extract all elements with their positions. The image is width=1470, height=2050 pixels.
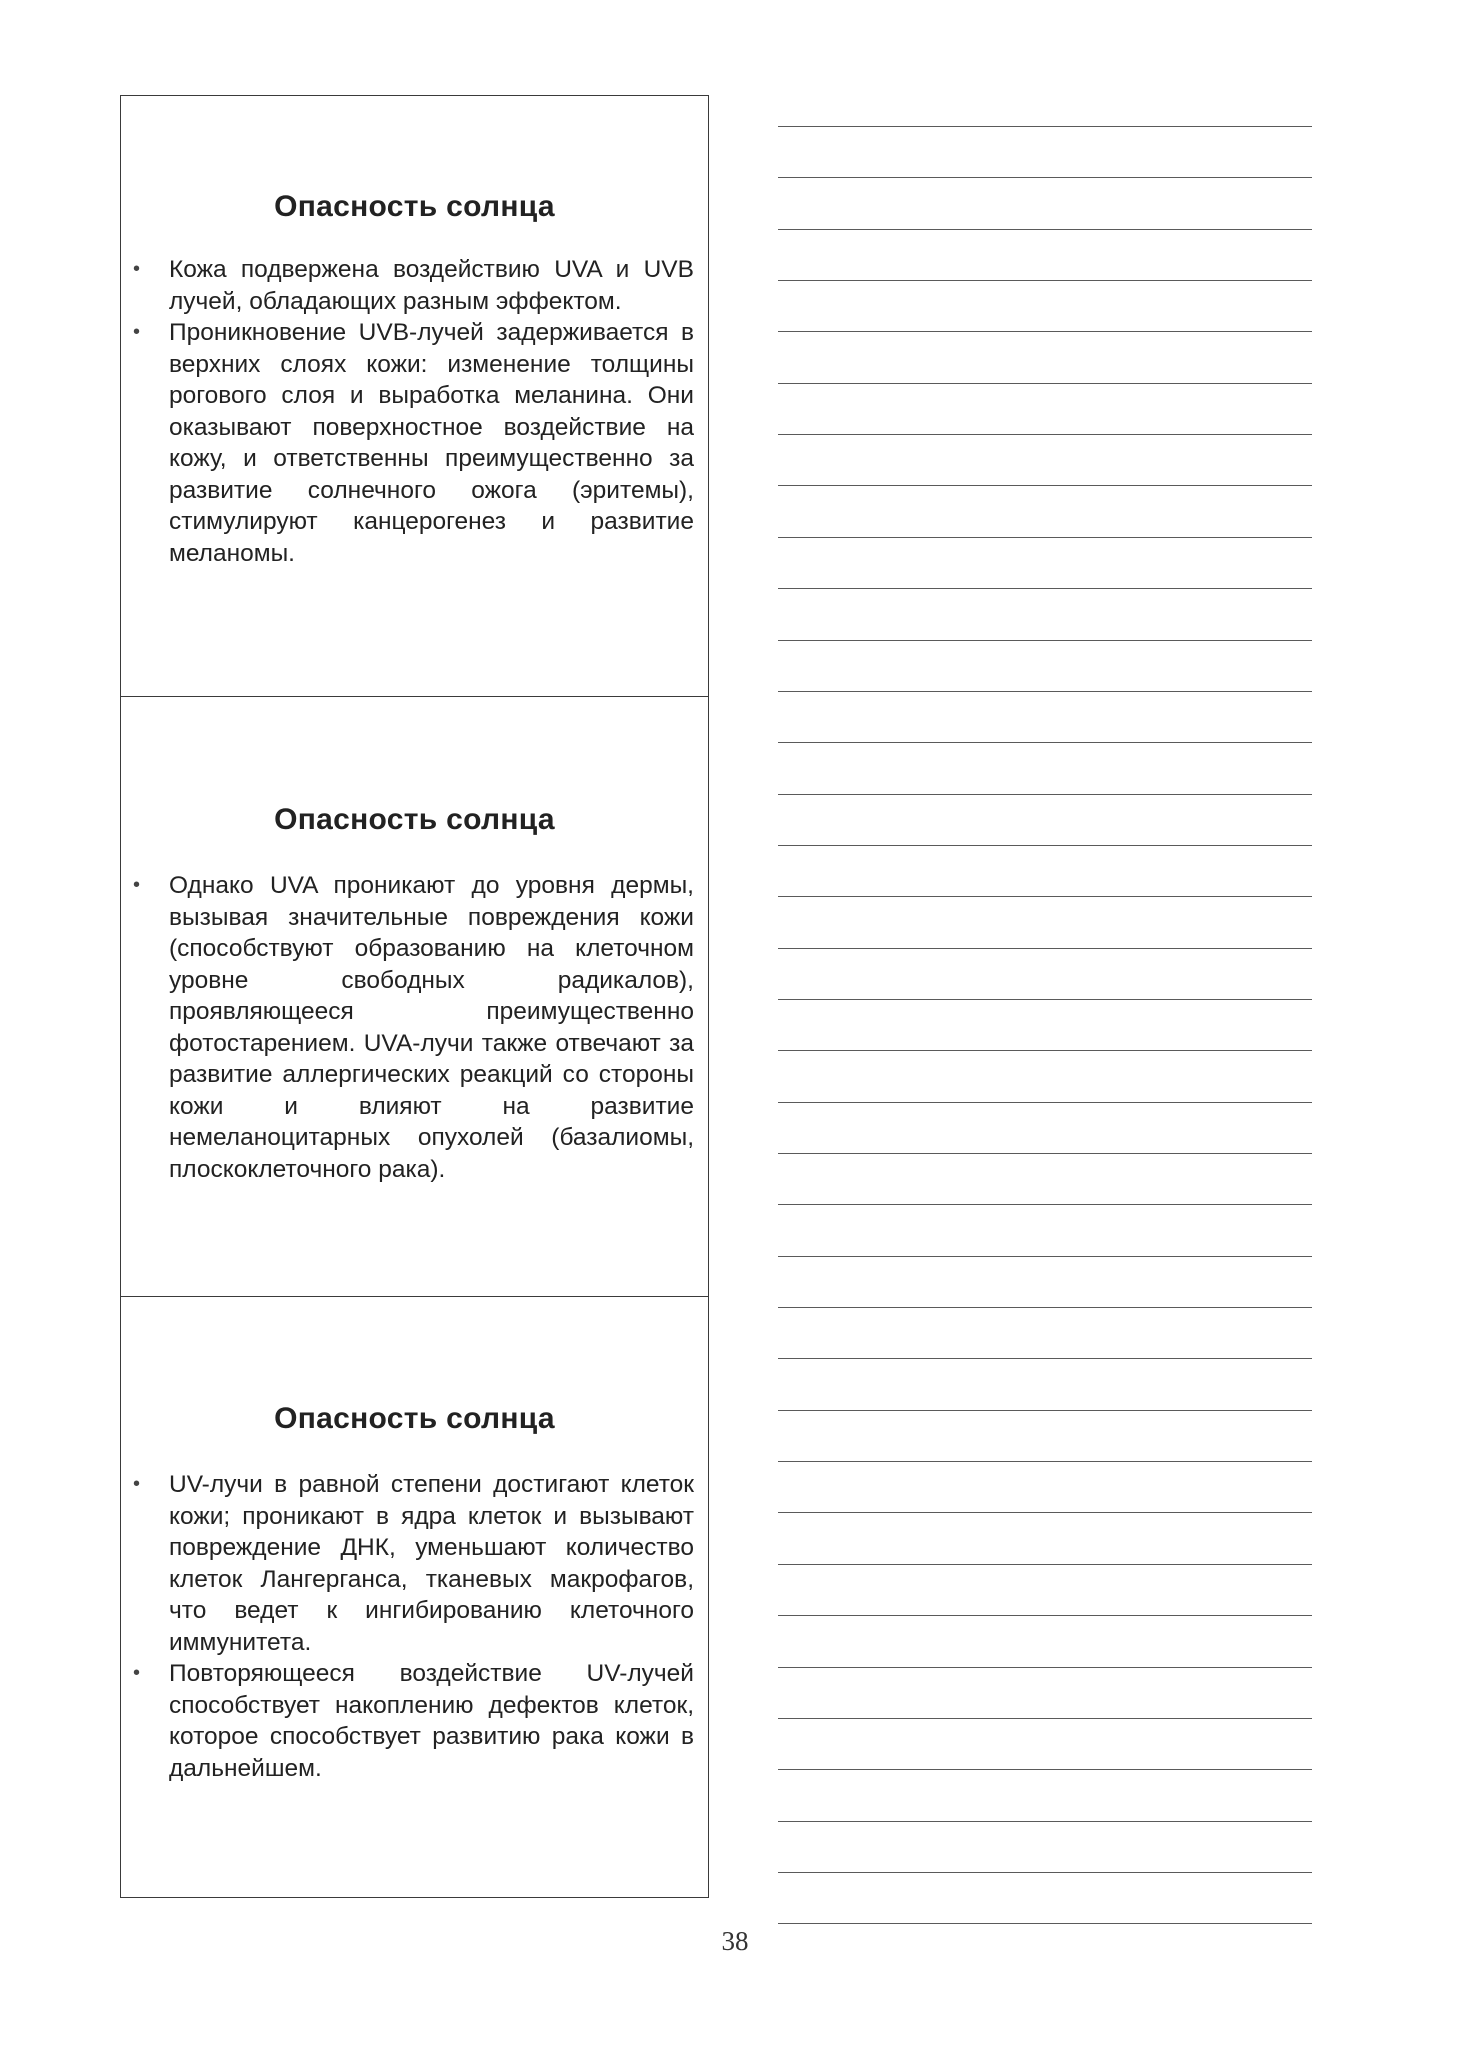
note-line: [778, 537, 1312, 538]
note-line: [778, 280, 1312, 281]
note-line: [778, 1667, 1312, 1668]
note-line: [778, 999, 1312, 1000]
note-line: [778, 1923, 1312, 1924]
note-line: [778, 1718, 1312, 1719]
note-line: [778, 126, 1312, 127]
note-line: [778, 383, 1312, 384]
bullet-item: • Однако UVA проникают до уровня дермы, вызывая значительные повреждения кожи (способствуют образованию на клеточном уровне свободных радикалов), проявляющееся преимущественно фотостарением. UVA-лучи также отвечают за развитие аллергических реакций со стороны кожи и влияют на развитие немеланоцитарных опухолей (базалиомы, плоскоклеточного рака).: [121, 870, 708, 1185]
slide-title: Опасность солнца: [274, 1402, 555, 1435]
page-number: 38: [721, 1926, 749, 1956]
slide-title: Опасность солнца: [274, 803, 555, 836]
bullet-item: • Кожа подвержена воздействию UVA и UVB лучей, обладающих разным эффектом.: [121, 254, 708, 317]
note-line: [778, 845, 1312, 846]
note-line: [778, 1564, 1312, 1565]
note-line: [778, 1153, 1312, 1154]
slide-3: [121, 1296, 708, 1899]
note-line: [778, 1307, 1312, 1308]
note-line: [778, 742, 1312, 743]
note-line: [778, 640, 1312, 641]
bullet-list: [121, 1469, 708, 1784]
note-line: [778, 1410, 1312, 1411]
note-line: [778, 1512, 1312, 1513]
slide-title: Опасность солнца: [274, 190, 555, 223]
bullet-item: • UV-лучи в равной степени достигают клеток кожи; проникают в ядра клеток и вызывают повреждение ДНК, уменьшают количество клеток Лангерганса, тканевых макрофагов, что ведет к ингибированию клеточного иммунитета.: [121, 1469, 708, 1658]
bullet-item: • Повторяющееся воздействие UV-лучей способствует накоплению дефектов клеток, которое способствует развитию рака кожи в дальнейшем.: [121, 1658, 708, 1784]
note-line: [778, 1615, 1312, 1616]
note-line: [778, 896, 1312, 897]
note-line: [778, 588, 1312, 589]
note-line: [778, 1769, 1312, 1770]
slide-1: [121, 96, 708, 696]
note-line: [778, 434, 1312, 435]
note-line: [778, 794, 1312, 795]
slide-2: [121, 696, 708, 1296]
note-line: [778, 331, 1312, 332]
bullet-list: [121, 870, 708, 1185]
note-line: [778, 1358, 1312, 1359]
note-line: [778, 1204, 1312, 1205]
note-line: [778, 1461, 1312, 1462]
note-line: [778, 485, 1312, 486]
note-line: [778, 691, 1312, 692]
note-line: [778, 229, 1312, 230]
bullet-item: • Проникновение UVB-лучей задерживается в верхних слоях кожи: изменение толщины рогового слоя и выработка меланина. Они оказывают поверхностное воздействие на кожу, и ответственны преимущественно за развитие солнечного ожога (эритемы), стимулируют канцерогенез и развитие меланомы.: [121, 317, 708, 569]
note-line: [778, 1050, 1312, 1051]
note-line: [778, 948, 1312, 949]
slides-panel: [120, 95, 709, 1898]
bullet-list: [121, 254, 708, 569]
note-line: [778, 1821, 1312, 1822]
note-line: [778, 1102, 1312, 1103]
note-line: [778, 1256, 1312, 1257]
note-line: [778, 1872, 1312, 1873]
note-line: [778, 177, 1312, 178]
